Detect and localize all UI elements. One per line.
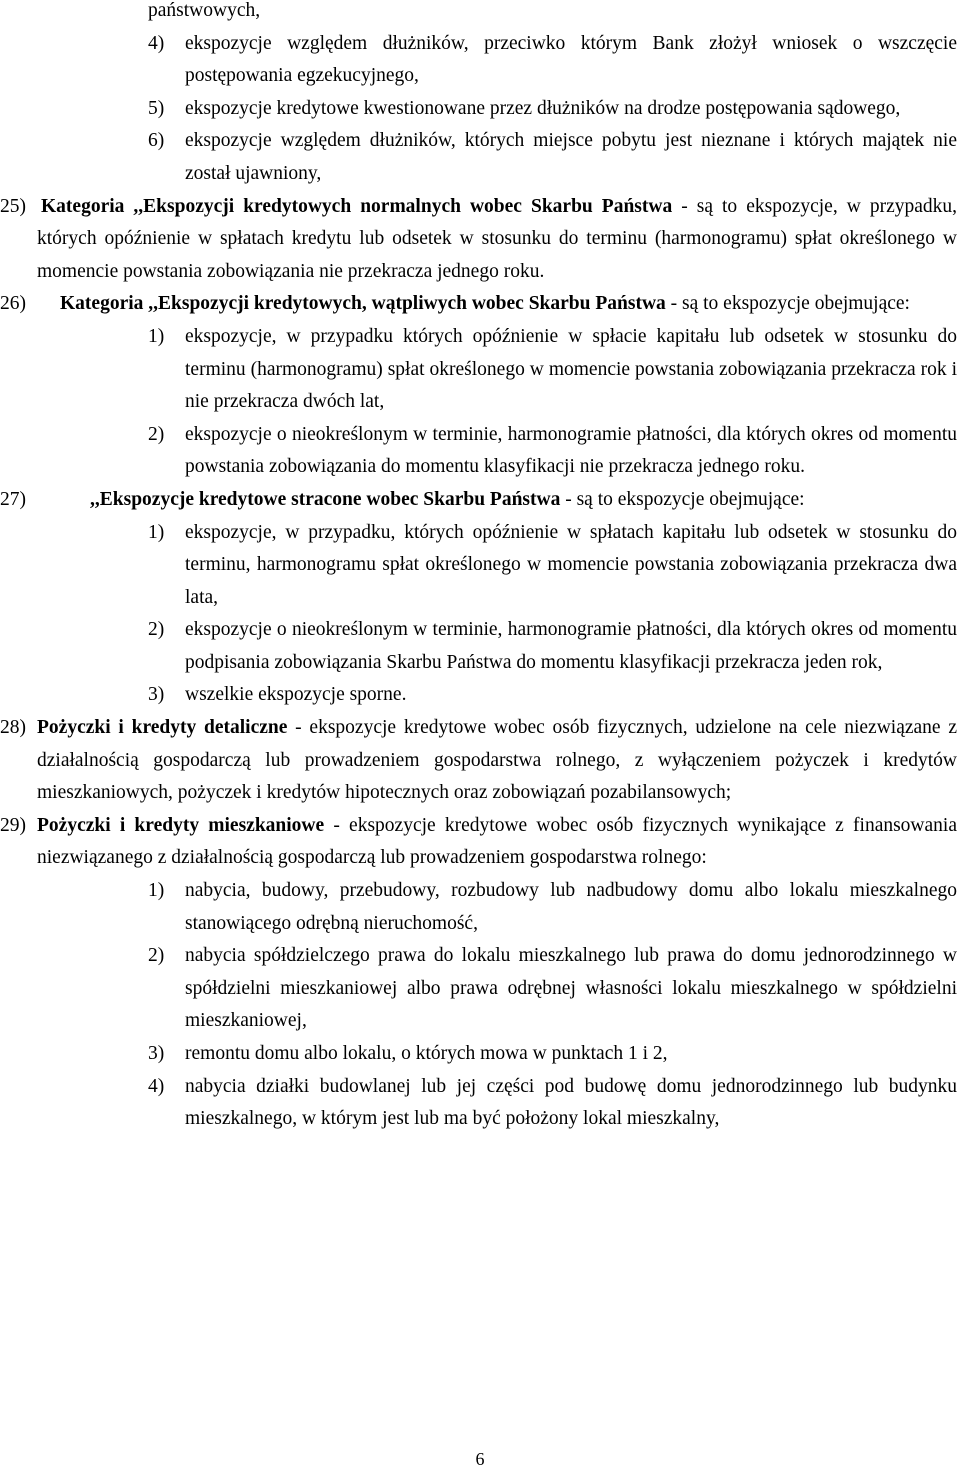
- paragraph-27-item-3: 3) wszelkie ekspozycje sporne.: [148, 684, 407, 706]
- paragraph-26-item-2: 2) ekspozycje o nieokreślonym w terminie, harmonogramie płatności, dla których okres od momentu powstania zobowiązania do momentu klasyfikacji nie przekracza jednego roku.: [148, 423, 957, 478]
- item-6: 6) ekspozycje względem dłużników, których miejsce pobytu jest nieznane i których majątek nie został ujawniony,: [148, 130, 957, 184]
- paragraph-27-item-1: 1) ekspozycje, w przypadku, których opóźnienie w spłatach kapitału lub odsetek w stosunku do terminu, harmonogramu spłat określonego w momencie powstania zobowiązania przekracza dwa lata,: [148, 521, 957, 608]
- paragraph-29: 29) Pożyczki i kredyty mieszkaniowe - ekspozycje kredytowe wobec osób fizycznych wynikające z finansowania niezwiązanego z działalnością gospodarczą lub prowadzeniem gospodarstwa rolnego:: [0, 814, 957, 869]
- page-number: 6: [475, 1449, 485, 1469]
- paragraph-29-item-3: 3) remontu domu albo lokalu, o których mowa w punktach 1 i 2,: [148, 1043, 668, 1064]
- item-4: 4) ekspozycje względem dłużników, przeciwko którym Bank złożył wniosek o wszczęcie postępowania egzekucyjnego,: [148, 32, 957, 87]
- paragraph-29-item-1: 1) nabycia, budowy, przebudowy, rozbudowy lub nadbudowy domu albo lokalu mieszkalnego stanowiącego odrębną nieruchomość,: [148, 880, 957, 934]
- paragraph-27-item-2: 2) ekspozycje o nieokreślonym w terminie, harmonogramie płatności, dla których okres od momentu podpisania zobowiązania Skarbu Państwa do momentu klasyfikacji przekracza jeden rok,: [148, 619, 957, 673]
- continuation-text: państwowych,: [148, 0, 261, 21]
- paragraph-25: 25) Kategoria ,,Ekspozycji kredytowych normalnych wobec Skarbu Państwa - są to ekspozycje, w przypadku, których opóźnienie w spłatach kredytu lub odsetek w stosunku do terminu (harmonogramu) spłat określonego w momencie powstania zobowiązania nie przekracza jednego roku.: [0, 195, 958, 282]
- paragraph-26-item-1: 1) ekspozycje, w przypadku których opóźnienie w spłacie kapitału lub odsetek w stosunku do terminu (harmonogramu) spłat określonego w momencie powstania zobowiązania przekracza rok i nie przekracza dwóch lat,: [148, 325, 957, 413]
- paragraph-29-item-4: 4) nabycia działki budowlanej lub jej części pod budowę domu jednorodzinnego lub budynku mieszkalnego, w którym jest lub ma być położony lokal mieszkalny,: [148, 1075, 957, 1130]
- paragraph-26: 26) Kategoria ,,Ekspozycji kredytowych, wątpliwych wobec Skarbu Państwa - są to ekspozycje obejmujące:: [0, 293, 910, 315]
- item-5: 5) ekspozycje kredytowe kwestionowane przez dłużników na drodze postępowania sądowego,: [148, 97, 901, 119]
- paragraph-28: 28) Pożyczki i kredyty detaliczne - ekspozycje kredytowe wobec osób fizycznych, udzielone na cele niezwiązane z działalnością gospodarczą lub prowadzeniem gospodarstwa rolnego, z wyłączeniem pożyczek i kredytów mieszkaniowych, pożyczek i kredytów hipotecznych oraz zobowiązań pozabilansowych;: [0, 717, 958, 804]
- paragraph-29-item-2: 2) nabycia spółdzielczego prawa do lokalu mieszkalnego lub prawa do domu jednorodzinnego w spółdzielni mieszkaniowej albo prawa odrębnej własności lokalu mieszkalnego w spółdzielni mieszkaniowej,: [148, 945, 957, 1032]
- paragraph-27: 27) ,,Ekspozycje kredytowe stracone wobec Skarbu Państwa - są to ekspozycje obejmujące:: [0, 488, 805, 510]
